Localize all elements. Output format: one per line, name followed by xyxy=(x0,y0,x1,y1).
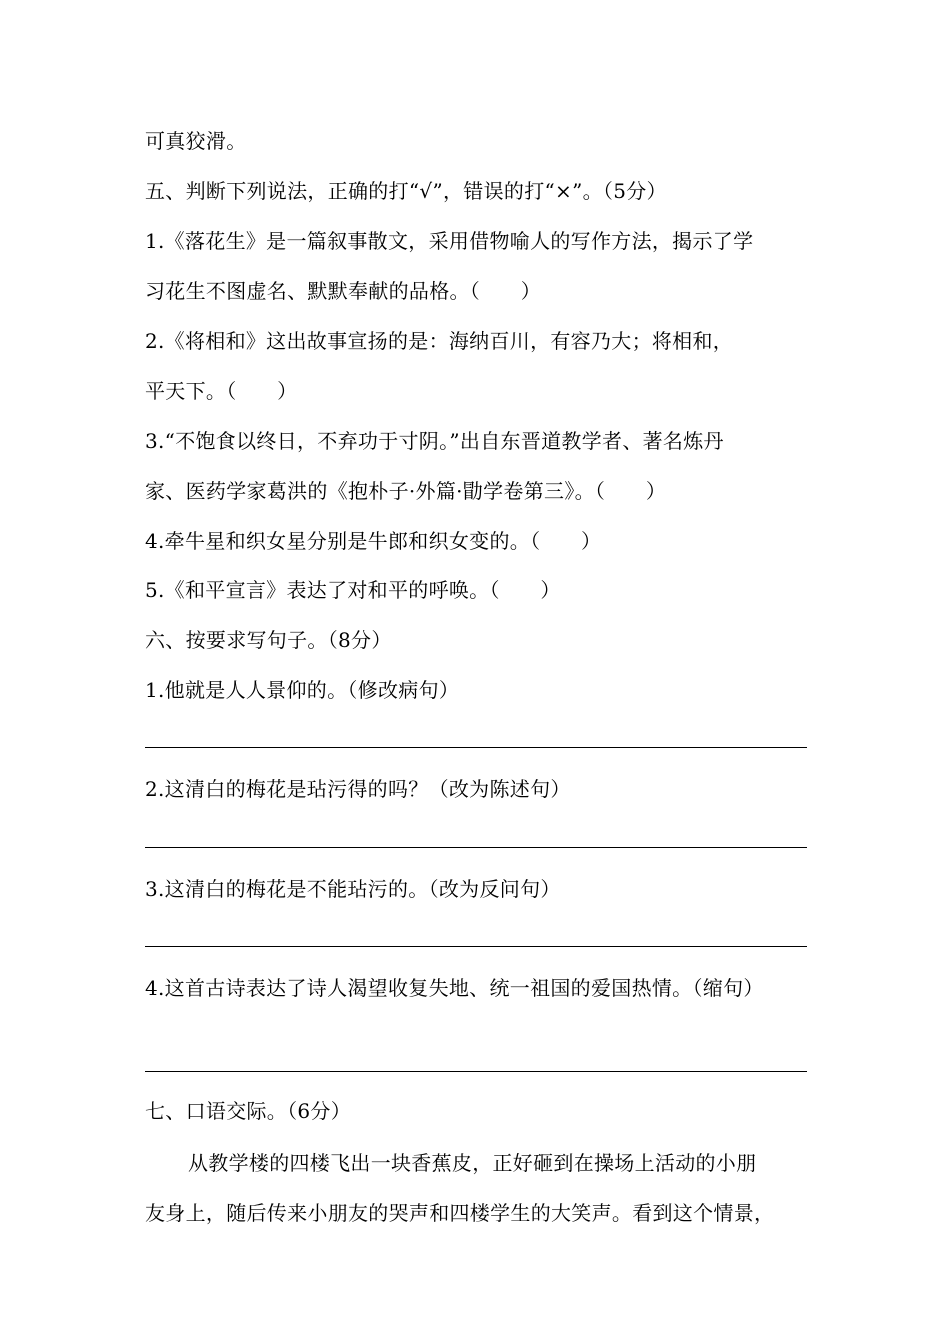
answer-line-6-4[interactable] xyxy=(145,1071,807,1072)
question-5-5: 5.《和平宣言》表达了对和平的呼唤。（ ） xyxy=(145,578,561,602)
question-5-2-line-2: 平天下。（ ） xyxy=(145,379,298,403)
section-5-heading: 五、判断下列说法，正确的打“√”，错误的打“×”。（5分） xyxy=(145,179,667,203)
question-5-1-line-2: 习花生不图虚名、默默奉献的品格。（ ） xyxy=(145,279,541,303)
question-6-3: 3.这清白的梅花是不能玷污的。（改为反问句） xyxy=(145,877,561,901)
answer-line-6-3[interactable] xyxy=(145,946,807,947)
question-6-1: 1.他就是人人景仰的。（修改病句） xyxy=(145,678,460,702)
question-5-2-line-1: 2.《将相和》这出故事宣扬的是：海纳百川，有容乃大；将相和， xyxy=(145,329,734,353)
section-7-heading: 七、口语交际。（6分） xyxy=(145,1099,352,1123)
question-6-2: 2.这清白的梅花是玷污得的吗？（改为陈述句） xyxy=(145,777,571,801)
question-5-3-line-2: 家、医药学家葛洪的《抱朴子·外篇·勖学卷第三》。（ ） xyxy=(145,479,667,503)
section-7-paragraph-line-2: 友身上，随后传来小朋友的哭声和四楼学生的大笑声。看到这个情景， xyxy=(145,1201,775,1225)
question-5-4: 4.牵牛星和织女星分别是牛郎和织女变的。（ ） xyxy=(145,529,602,553)
question-5-1-line-1: 1.《落花生》是一篇叙事散文，采用借物喻人的写作方法，揭示了学 xyxy=(145,229,754,253)
answer-line-6-1[interactable] xyxy=(145,747,807,748)
question-6-4: 4.这首古诗表达了诗人渴望收复失地、统一祖国的爱国热情。（缩句） xyxy=(145,976,764,1000)
section-6-heading: 六、按要求写句子。（8分） xyxy=(145,628,392,652)
text-line-1: 可真狡滑。 xyxy=(145,129,247,153)
answer-line-6-2[interactable] xyxy=(145,847,807,848)
section-7-paragraph-line-1: 从教学楼的四楼飞出一块香蕉皮，正好砸到在操场上活动的小朋 xyxy=(188,1151,757,1175)
question-5-3-line-1: 3.“不饱食以终日，不弃功于寸阴。”出自东晋道教学者、著名炼丹 xyxy=(145,429,724,453)
